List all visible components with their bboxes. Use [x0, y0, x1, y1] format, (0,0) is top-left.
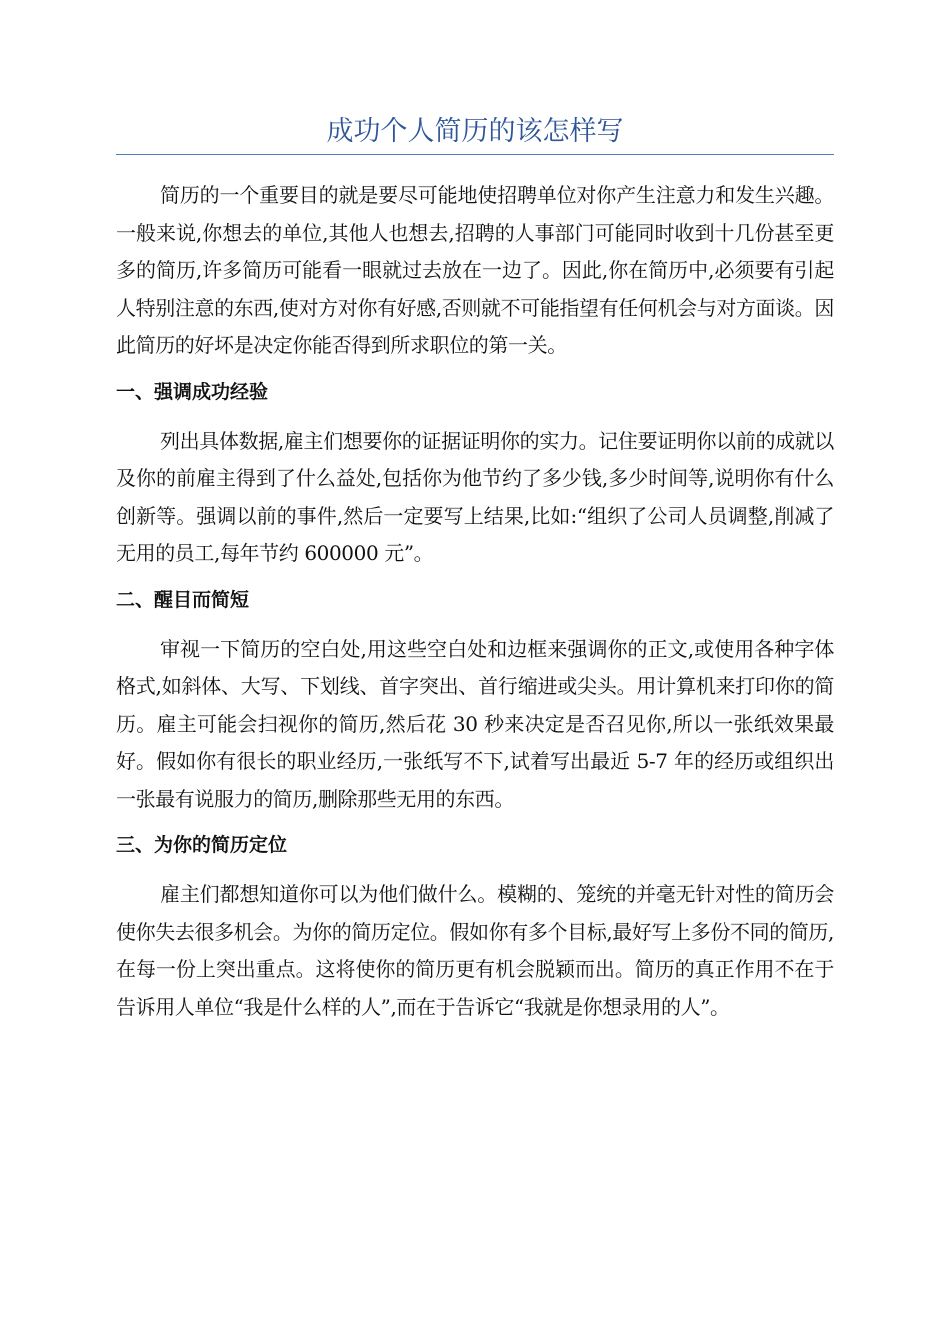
section-heading-3: 三、为你的简历定位: [116, 834, 288, 856]
spacer: [116, 858, 834, 876]
spacer: [116, 405, 834, 423]
spacer: [116, 573, 834, 587]
section-paragraph-3: 雇主们都想知道你可以为他们做什么。模糊的、笼统的并毫无针对性的简历会使你失去很多机会。为你的简历定位。假如你有多个目标,最好写上多份不同的简历,在每一份上突出重点。这将使你的简历更有机会脱颖而出。简历的真正作用不在于告诉用人单位“我是什么样的人”,而在于告诉它“我就是你想录用的人”。: [116, 882, 834, 1019]
spacer: [116, 365, 834, 379]
document-body: [116, 112, 834, 1026]
intro-paragraph: 简历的一个重要目的就是要尽可能地使招聘单位对你产生注意力和发生兴趣。一般来说,你想去的单位,其他人也想去,招聘的人事部门可能同时收到十几份甚至更多的简历,许多简历可能看一眼就过去放在一边了。因此,你在简历中,必须要有引起人特别注意的东西,使对方对你有好感,否则就不可能指望有任何机会与对方面谈。因此简历的好坏是决定你能否得到所求职位的第一关。: [116, 183, 834, 357]
title-underline: [116, 154, 834, 155]
section-paragraph-1: 列出具体数据,雇主们想要你的证据证明你的实力。记住要证明你以前的成就以及你的前雇主得到了什么益处,包括你为他节约了多少钱,多少时间等,说明你有什么创新等。强调以前的事件,然后一定要写上结果,比如:“组织了公司人员调整,削减了无用的员工,每年节约 600000 元”。: [116, 428, 834, 565]
spacer: [116, 818, 834, 832]
section-paragraph-2: 审视一下简历的空白处,用这些空白处和边框来强调你的正文,或使用各种字体格式,如斜体、大写、下划线、首字突出、首行缩进或尖头。用计算机来打印你的简历。雇主可能会扫视你的简历,然后花 30 秒来决定是否召见你,所以一张纸效果最好。假如你有很长的职业经历,一张纸写不下,试着写出最近 5-7 年的经历或组织出一张最有说服力的简历,删除那些无用的东西。: [116, 636, 834, 811]
spacer: [116, 613, 834, 631]
document-title: 成功个人简历的该怎样写: [326, 116, 624, 147]
section-heading-2: 二、醒目而简短: [116, 588, 250, 611]
section-heading-1: 一、强调成功经验: [116, 380, 269, 403]
